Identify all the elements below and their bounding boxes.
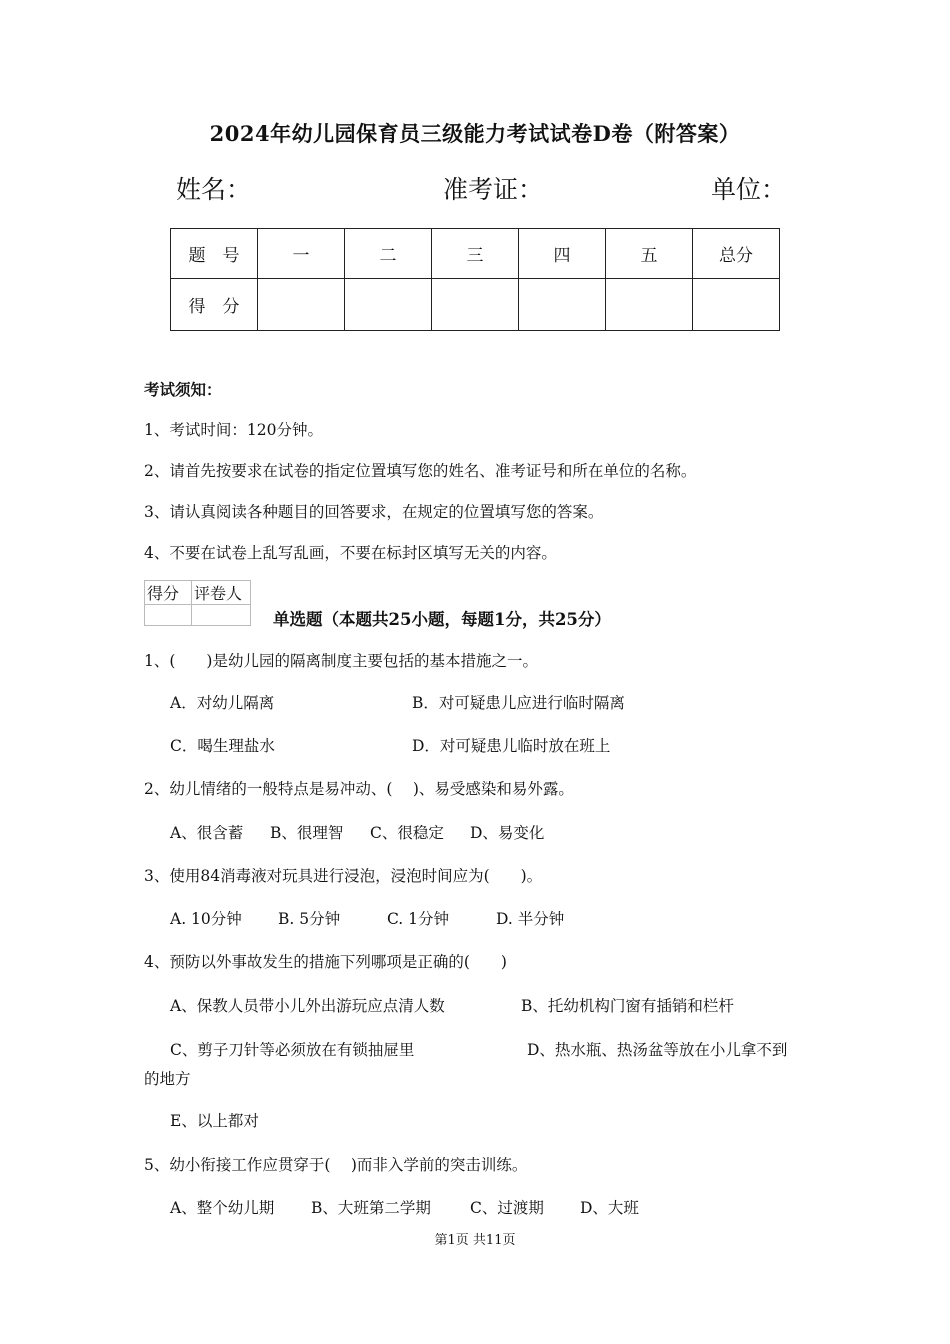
option-item[interactable]: A、整个幼儿期 bbox=[170, 1199, 275, 1217]
grader-score-input[interactable] bbox=[145, 605, 192, 626]
score-input-cell[interactable] bbox=[258, 279, 345, 331]
option-item[interactable]: A. 10分钟 bbox=[170, 910, 242, 928]
option-item[interactable]: D. 半分钟 bbox=[496, 910, 565, 928]
score-cell: 一 bbox=[258, 229, 345, 279]
notice-heading: 考试须知： bbox=[144, 380, 222, 399]
name-label: 姓名： bbox=[176, 175, 252, 204]
section-title: 单选题（本题共25小题，每题1分，共25分） bbox=[273, 610, 611, 629]
score-input-cell[interactable] bbox=[432, 279, 519, 331]
option-item[interactable]: D．对可疑患儿临时放在班上 bbox=[412, 737, 611, 755]
score-input-cell[interactable] bbox=[606, 279, 693, 331]
question-stem: 4、预防以外事故发生的措施下列哪项是正确的( ) bbox=[144, 953, 507, 971]
score-input-cell[interactable] bbox=[519, 279, 606, 331]
option-item[interactable]: C. 1分钟 bbox=[387, 910, 450, 928]
question-stem: 5、幼小衔接工作应贯穿于( )而非入学前的突击训练。 bbox=[144, 1156, 528, 1174]
option-item[interactable]: D、大班 bbox=[580, 1199, 639, 1217]
notice-item: 3、请认真阅读各种题目的回答要求，在规定的位置填写您的答案。 bbox=[144, 503, 604, 521]
score-input-cell[interactable] bbox=[345, 279, 432, 331]
score-cell: 总分 bbox=[693, 229, 780, 279]
page-title: 2024年幼儿园保育员三级能力考试试卷D卷（附答案） bbox=[209, 121, 741, 146]
page-footer: 第1页 共11页 bbox=[434, 1233, 516, 1248]
option-item[interactable]: B、托幼机构门窗有插销和栏杆 bbox=[521, 997, 734, 1015]
score-cell: 题 号 bbox=[171, 229, 258, 279]
score-input-cell[interactable] bbox=[693, 279, 780, 331]
score-table-score-row bbox=[171, 279, 780, 331]
option-item[interactable]: E、以上都对 bbox=[170, 1112, 259, 1130]
option-item[interactable]: B. 5分钟 bbox=[278, 910, 341, 928]
option-item[interactable]: C．喝生理盐水 bbox=[170, 737, 275, 755]
score-table-header-row bbox=[171, 229, 780, 279]
option-item[interactable]: B、很理智 bbox=[270, 824, 344, 842]
notice-item: 2、请首先按要求在试卷的指定位置填写您的姓名、准考证号和所在单位的名称。 bbox=[144, 462, 697, 480]
score-cell: 五 bbox=[606, 229, 693, 279]
score-cell: 三 bbox=[432, 229, 519, 279]
grader-reviewer-label: 评卷人 bbox=[192, 581, 251, 605]
notice-item: 1、考试时间：120分钟。 bbox=[144, 421, 323, 439]
option-item[interactable]: D、热水瓶、热汤盆等放在小儿拿不到 bbox=[527, 1041, 788, 1059]
score-cell: 得 分 bbox=[171, 279, 258, 331]
option-item[interactable]: C、剪子刀针等必须放在有锁抽屉里 bbox=[170, 1041, 415, 1059]
score-cell: 四 bbox=[519, 229, 606, 279]
unit-label: 单位： bbox=[711, 175, 787, 204]
score-cell: 二 bbox=[345, 229, 432, 279]
option-item[interactable]: A．对幼儿隔离 bbox=[170, 694, 275, 712]
option-item[interactable]: C、很稳定 bbox=[370, 824, 444, 842]
score-table bbox=[170, 228, 780, 331]
option-item-continued: 的地方 bbox=[144, 1070, 191, 1088]
option-item[interactable]: A、保教人员带小儿外出游玩应点清人数 bbox=[170, 997, 445, 1015]
grader-box bbox=[144, 580, 251, 626]
option-item[interactable]: B、大班第二学期 bbox=[311, 1199, 431, 1217]
question-stem: 3、使用84消毒液对玩具进行浸泡，浸泡时间应为( )。 bbox=[144, 867, 543, 885]
question-stem: 2、幼儿情绪的一般特点是易冲动、( )、易受感染和易外露。 bbox=[144, 780, 574, 798]
option-item[interactable]: B．对可疑患儿应进行临时隔离 bbox=[412, 694, 625, 712]
grader-score-label: 得分 bbox=[145, 581, 192, 605]
option-item[interactable]: C、过渡期 bbox=[470, 1199, 544, 1217]
notice-item: 4、不要在试卷上乱写乱画，不要在标封区填写无关的内容。 bbox=[144, 544, 557, 562]
question-stem: 1、( )是幼儿园的隔离制度主要包括的基本措施之一。 bbox=[144, 652, 538, 670]
exam-id-label: 准考证： bbox=[443, 175, 544, 204]
option-item[interactable]: D、易变化 bbox=[470, 824, 545, 842]
grader-reviewer-input[interactable] bbox=[192, 605, 251, 626]
option-item[interactable]: A、很含蓄 bbox=[170, 824, 244, 842]
